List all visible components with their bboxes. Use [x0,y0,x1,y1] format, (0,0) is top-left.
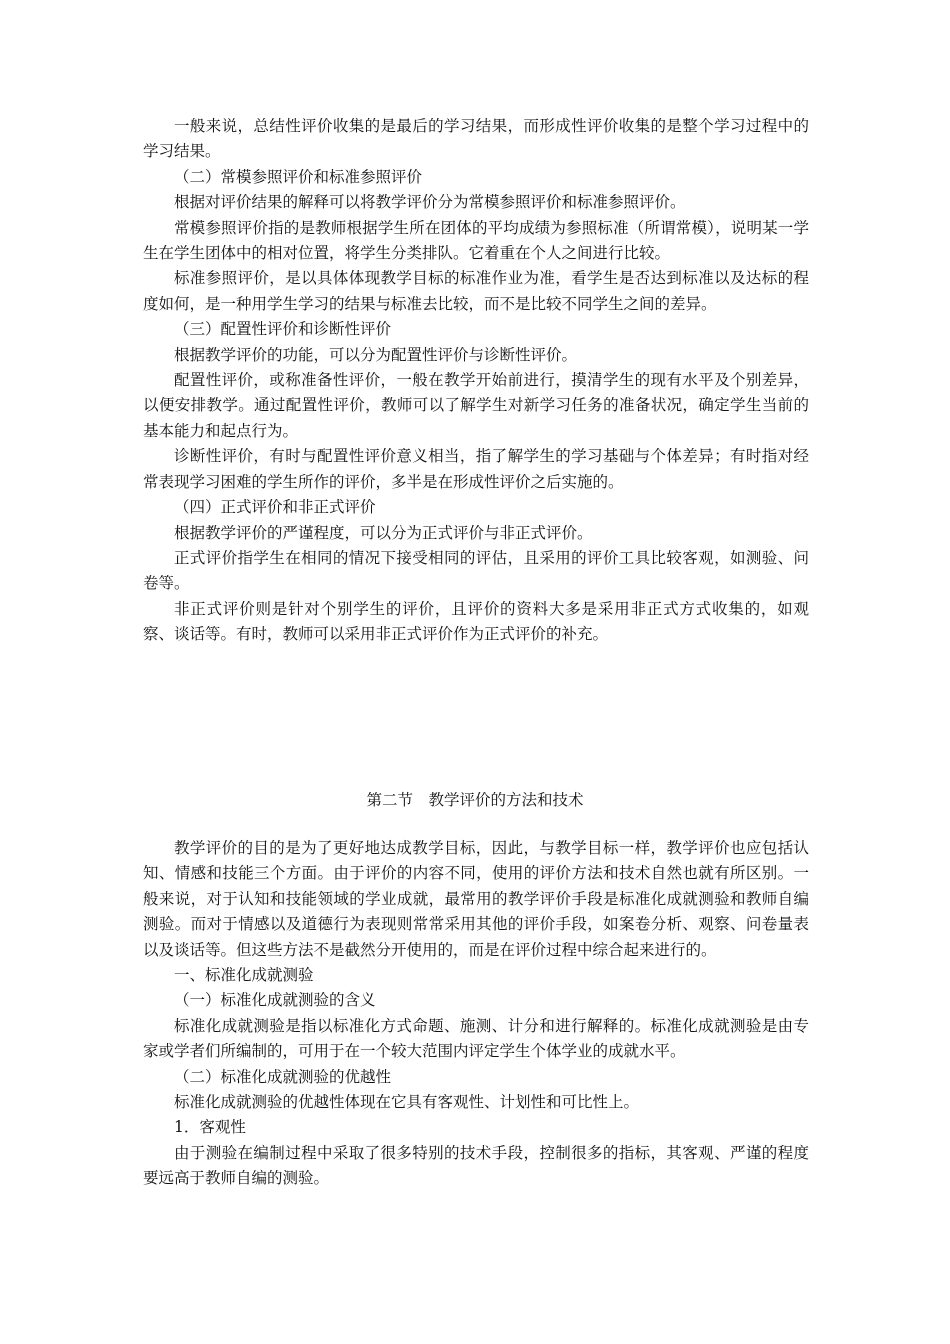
paragraph: 根据教学评价的严谨程度，可以分为正式评价与非正式评价。 [174,523,593,542]
top-text-block [143,114,809,648]
paragraph: 标准化成就测验是指以标准化方式命题、施测、计分和进行解释的。标准化成就测验是由专家或学者们所编制的，可用于在一个较大范围内评定学生个体学业的成就水平。 [143,1016,809,1061]
section-title: 第二节 教学评价的方法和技术 [366,791,584,809]
paragraph: 常模参照评价指的是教师根据学生所在团体的平均成绩为参照标准（所谓常模），说明某一学生在学生团体中的相对位置，将学生分类排队。它着重在个人之间进行比较。 [143,218,809,263]
subheading-formal-informal: （四）正式评价和非正式评价 [174,498,376,517]
subheading-norm-criterion: （二）常模参照评价和标准参照评价 [174,167,423,186]
paragraph: 一般来说，总结性评价收集的是最后的学习结果，而形成性评价收集的是整个学习过程中的学习结果。 [143,117,809,161]
heading-standardized-test: 一、标准化成就测验 [174,966,314,985]
paragraph: 标准化成就测验的优越性体现在它具有客观性、计划性和可比性上。 [174,1093,640,1112]
paragraph: 根据教学评价的功能，可以分为配置性评价与诊断性评价。 [174,345,578,364]
paragraph: 根据对评价结果的解释可以将教学评价分为常模参照评价和标准参照评价。 [174,193,686,212]
paragraph: 教学评价的目的是为了更好地达成教学目标，因此，与教学目标一样，教学评价也应包括认知、情感和技能三个方面。由于评价的内容不同，使用的评价方法和技术自然也就有所区别。一般来说，对于认知和技能领域的学业成就，最常用的教学评价手段是标准化成就测验和教师自编测验。而对于情感以及道德行为表现则常常采用其他的评价手段，如案卷分析、观察、问卷量表以及谈话等。但这些方法不是截然分开使用的，而是在评价过程中综合起来进行的。 [143,839,809,959]
paragraph: 标准参照评价，是以具体体现教学目标的标准作业为准，看学生是否达到标准以及达标的程度如何，是一种用学生学习的结果与标准去比较，而不是比较不同学生之间的差异。 [143,269,809,313]
paragraph: 正式评价指学生在相同的情况下接受相同的评估，且采用的评价工具比较客观，如测验、问卷等。 [143,548,809,593]
subheading-meaning: （一）标准化成就测验的含义 [174,991,376,1010]
bottom-text-block [143,836,809,1192]
paragraph: 诊断性评价，有时与配置性评价意义相当，指了解学生的学习基础与个体差异；有时指对经常表现学习困难的学生所作的评价，多半是在形成性评价之后实施的。 [143,447,809,491]
subheading-advantages: （二）标准化成就测验的优越性 [174,1067,392,1086]
paragraph: 配置性评价，或称准备性评价，一般在教学开始前进行，摸清学生的现有水平及个别差异，以便安排教学。通过配置性评价，教师可以了解学生对新学习任务的准备状况，确定学生当前的基本能力和起点行为。 [143,371,809,440]
paragraph: 由于测验在编制过程中采取了很多特别的技术手段，控制很多的指标，其客观、严谨的程度要远高于教师自编的测验。 [143,1143,809,1188]
subheading-placement-diagnostic: （三）配置性评价和诊断性评价 [174,320,392,339]
subheading-objectivity: 1．客观性 [174,1118,246,1137]
paragraph: 非正式评价则是针对个别学生的评价，且评价的资料大多是采用非正式方式收集的，如观察、谈话等。有时，教师可以采用非正式评价作为正式评价的补充。 [143,599,809,644]
